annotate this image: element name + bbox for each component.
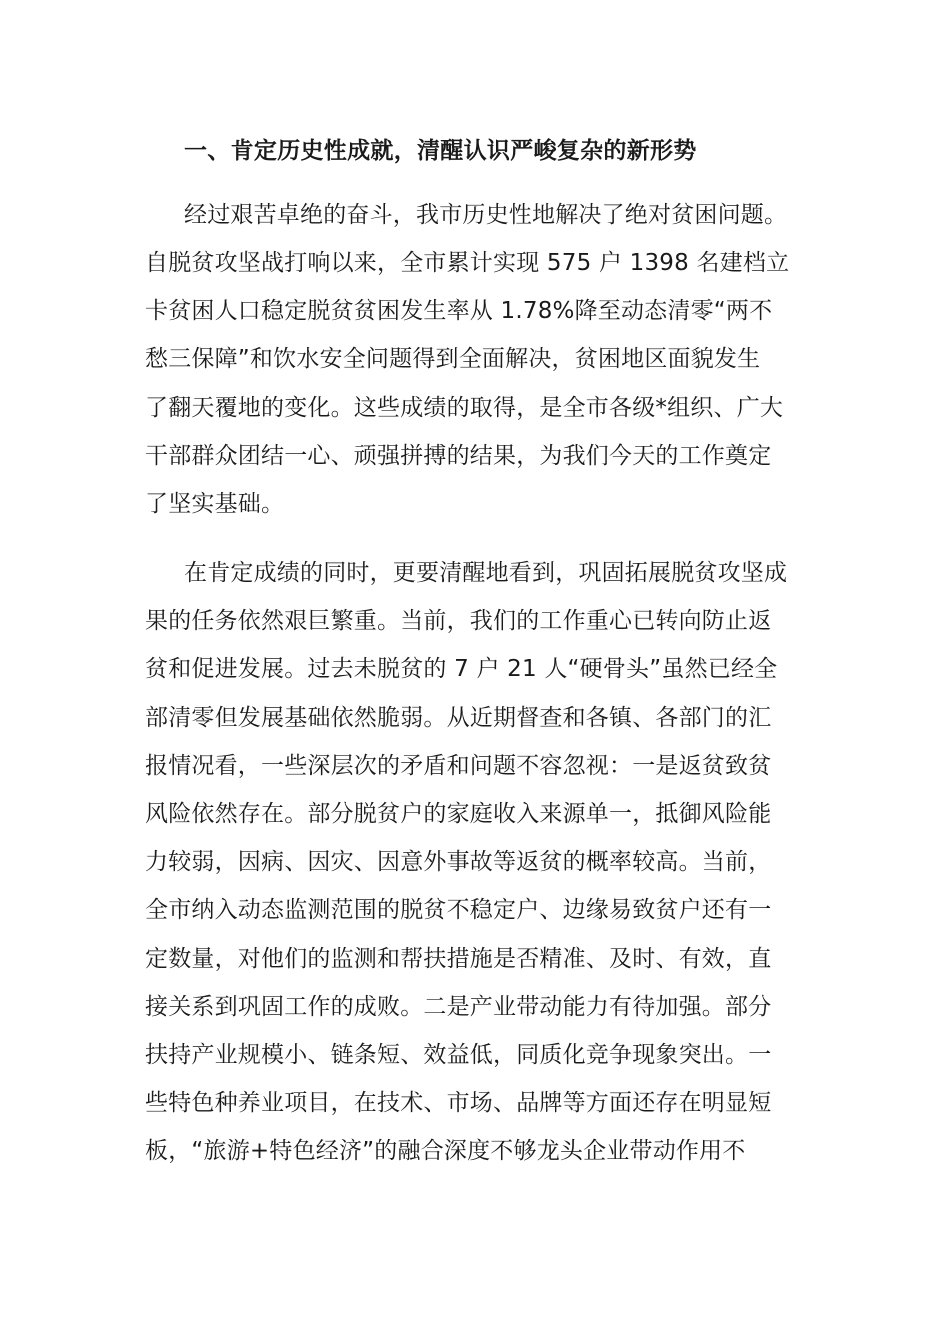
text-line: 了翻天覆地的变化。这些成绩的取得，是全市各级*组织、广大 — [145, 395, 784, 421]
section-heading: 一、肯定历史性成就，清醒认识严峻复杂的新形势 — [184, 138, 697, 164]
text-line: 果的任务依然艰巨繁重。当前，我们的工作重心已转向防止返 — [145, 608, 772, 634]
text-line: 接关系到巩固工作的成败。二是产业带动能力有待加强。部分 — [145, 994, 772, 1020]
text-line: 在肯定成绩的同时，更要清醒地看到，巩固拓展脱贫攻坚成 — [184, 560, 788, 586]
text-line: 板，“旅游+特色经济”的融合深度不够龙头企业带动作用不 — [145, 1138, 746, 1164]
text-line: 部清零但发展基础依然脆弱。从近期督查和各镇、各部门的汇 — [145, 705, 772, 731]
text-line: 风险依然存在。部分脱贫户的家庭收入来源单一，抵御风险能 — [145, 801, 772, 827]
text-line: 定数量，对他们的监测和帮扶措施是否精准、及时、有效，直 — [145, 946, 772, 972]
text-line: 报情况看，一些深层次的矛盾和问题不容忽视：一是返贫致贫 — [145, 753, 772, 779]
text-line: 了坚实基础。 — [145, 491, 285, 517]
text-line: 干部群众团结一心、顽强拼搏的结果，为我们今天的工作奠定 — [145, 443, 772, 469]
text-line: 力较弱，因病、因灾、因意外事故等返贫的概率较高。当前， — [145, 849, 772, 875]
text-line: 些特色种养业项目，在技术、市场、品牌等方面还存在明显短 — [145, 1090, 772, 1116]
text-line: 愁三保障”和饮水安全问题得到全面解决，贫困地区面貌发生 — [145, 346, 761, 372]
text-line: 贫和促进发展。过去未脱贫的 7 户 21 人“硬骨头”虽然已经全 — [145, 656, 778, 682]
text-line: 经过艰苦卓绝的奋斗，我市历史性地解决了绝对贫困问题。 — [184, 202, 788, 228]
text-line: 卡贫困人口稳定脱贫贫困发生率从 1.78%降至动态清零“两不 — [145, 298, 773, 324]
text-line: 自脱贫攻坚战打响以来，全市累计实现 575 户 1398 名建档立 — [145, 250, 790, 276]
text-line: 扶持产业规模小、链条短、效益低，同质化竞争现象突出。一 — [145, 1042, 772, 1068]
text-line: 全市纳入动态监测范围的脱贫不稳定户、边缘易致贫户还有一 — [145, 897, 772, 923]
